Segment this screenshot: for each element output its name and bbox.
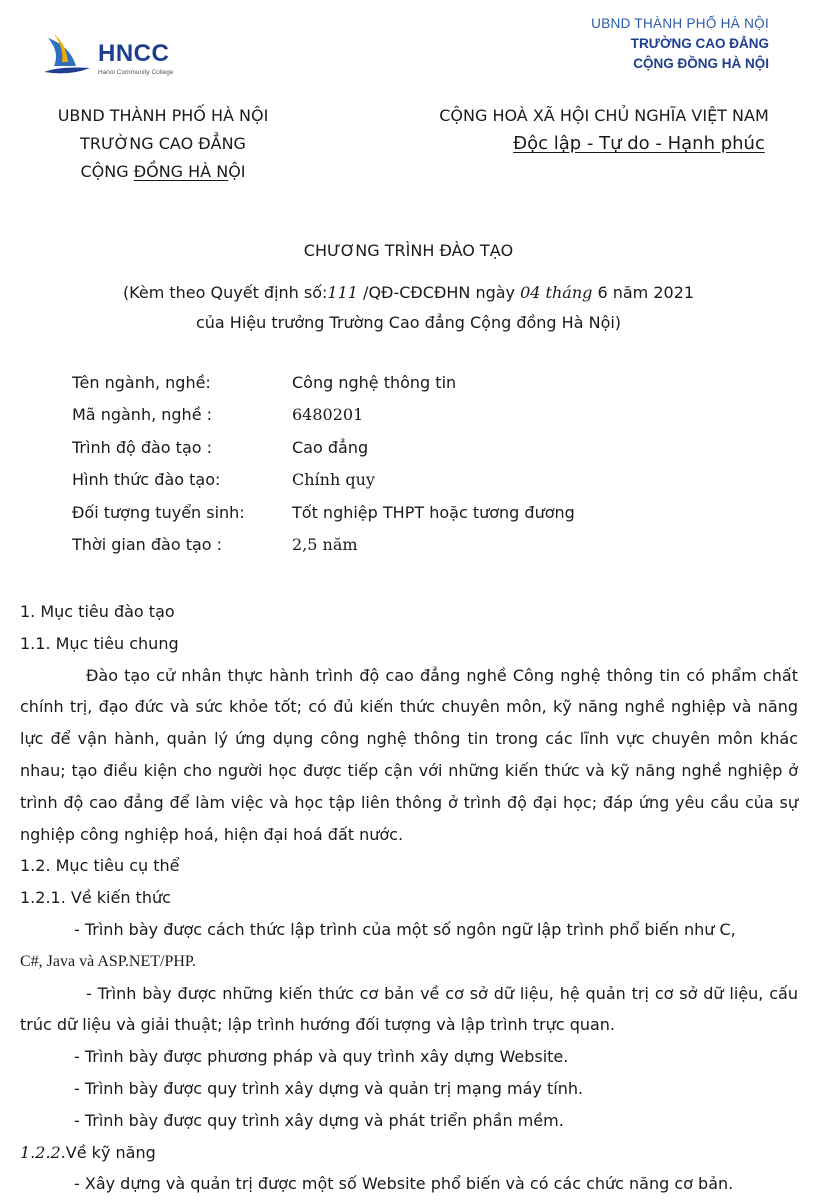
info-label: Đối tượng tuyển sinh:	[72, 502, 245, 522]
decision-date: 04 tháng	[520, 283, 593, 302]
issuer-line-3b: ĐỒNG HÀ N	[133, 162, 229, 181]
info-row	[72, 529, 772, 562]
brand-line-1: UBND THÀNH PHỐ HÀ NỘI	[591, 16, 769, 31]
subsection-heading: 1.2.1. Về kiến thức	[20, 888, 171, 908]
info-row	[72, 399, 772, 432]
subtitle-part-2: /QĐ-CĐCĐHN ngày	[357, 283, 521, 302]
subtitle-line-1	[0, 278, 817, 308]
college-logo	[40, 30, 190, 80]
bullet-item: - Trình bày được phương pháp và quy trình xây dựng Website.	[74, 1047, 569, 1067]
subtitle-line-2: của Hiệu trưởng Trường Cao đẳng Cộng đồng Hà Nội)	[195, 313, 622, 332]
info-label: Mã ngành, nghề :	[72, 405, 213, 425]
brand-line-3: CỘNG ĐỒNG HÀ NỘI	[633, 56, 769, 71]
subsection-heading: 1.2. Mục tiêu cụ thể	[20, 856, 180, 876]
general-objective-paragraph: Đào tạo cử nhân thực hành trình độ cao đẳng nghề Công nghệ thông tin có phẩm chất chính trị, đạo đức và sức khỏe tốt; có đủ kiến thức chuyên môn, kỹ năng nghề nghiệp và năng lực để vận hành, quản lý ứng dụng công nghệ thông tin trong các lĩnh vực chuyên môn khác nhau; tạo điều kiện cho người học được tiếp cận với những kiến thức và kỹ năng nghề nghiệp ở trình độ cao đẳng để làm việc và học tập liên thông ở trình độ đại học; đáp ứng yêu cầu của sự nghiệp công nghiệp hoá, hiện đại hoá đất nước.	[20, 665, 798, 844]
document-body	[20, 596, 798, 1200]
info-label: Hình thức đào tạo:	[72, 470, 221, 490]
info-value: Tốt nghiệp THPT hoặc tương đương	[292, 502, 575, 522]
info-label: Thời gian đào tạo :	[72, 535, 223, 555]
info-value: Chính quy	[292, 470, 375, 490]
issuer-header	[28, 102, 298, 186]
heading-text: Về kỹ năng	[65, 1142, 156, 1162]
section-heading: 1. Mục tiêu đào tạo	[20, 602, 175, 621]
info-value: Cao đẳng	[292, 437, 369, 457]
subsection-heading	[20, 1137, 798, 1169]
nation-header	[410, 102, 798, 158]
brand-line-2: TRƯỜNG CAO ĐẲNG	[630, 36, 769, 51]
sail-logo-icon	[40, 32, 92, 78]
subtitle-part-3: 6 năm 2021	[592, 283, 695, 302]
bullet-item: - Trình bày được quy trình xây dựng và phát triển phần mềm.	[74, 1110, 564, 1130]
decision-number: 111	[327, 283, 358, 302]
logo-subtitle: Hanoi Community College	[98, 69, 174, 76]
bullet-item: - Trình bày được quy trình xây dựng và quản trị mạng máy tính.	[74, 1078, 584, 1098]
bullet-item-continued: C#, Java và ASP.NET/PHP.	[20, 952, 197, 970]
national-motto: Độc lập - Tự do - Hạnh phúc	[513, 133, 765, 154]
issuer-line-3c: ỘI	[228, 162, 246, 181]
heading-number: 1.2.2.	[20, 1142, 66, 1162]
subsection-heading: 1.1. Mục tiêu chung	[20, 633, 179, 653]
bullet-item: - Trình bày được cách thức lập trình của một số ngôn ngữ lập trình phổ biến như C,	[74, 919, 736, 939]
info-label: Trình độ đào tạo :	[72, 437, 213, 457]
bullet-item: - Trình bày được những kiến thức cơ bản về cơ sở dữ liệu, hệ quản trị cơ sở dữ liệu, cấu trúc dữ liệu và giải thuật; lập trình hướng đối tượng và lập trình trực quan.	[20, 983, 798, 1035]
info-value: 6480201	[292, 405, 364, 425]
info-row	[72, 431, 772, 464]
nation-title: CỘNG HOÀ XÃ HỘI CHỦ NGHĨA VIỆT NAM	[439, 106, 769, 125]
info-label: Tên ngành, nghề:	[72, 372, 211, 392]
program-info	[72, 366, 772, 561]
info-row	[72, 366, 772, 399]
document-title: CHƯƠNG TRÌNH ĐÀO TẠO	[303, 241, 514, 260]
info-value: Công nghệ thông tin	[292, 372, 457, 392]
logo-text: HNCC	[98, 40, 170, 67]
issuer-line-1: UBND THÀNH PHỐ HÀ NỘI	[57, 106, 269, 125]
issuer-line-2: TRƯỜNG CAO ĐẲNG	[80, 134, 246, 153]
subtitle-part-1: (Kèm theo Quyết định số:	[122, 283, 328, 302]
issuer-line-3a: CỘNG	[80, 162, 134, 181]
issuer-line-3	[28, 158, 298, 186]
bullet-item: - Xây dựng và quản trị được một số Website phổ biến và có các chức năng cơ bản.	[74, 1174, 734, 1194]
info-row	[72, 464, 772, 497]
document-subtitle	[0, 278, 817, 338]
info-value: 2,5 năm	[292, 535, 358, 555]
brand-block	[591, 14, 769, 74]
info-row	[72, 496, 772, 529]
